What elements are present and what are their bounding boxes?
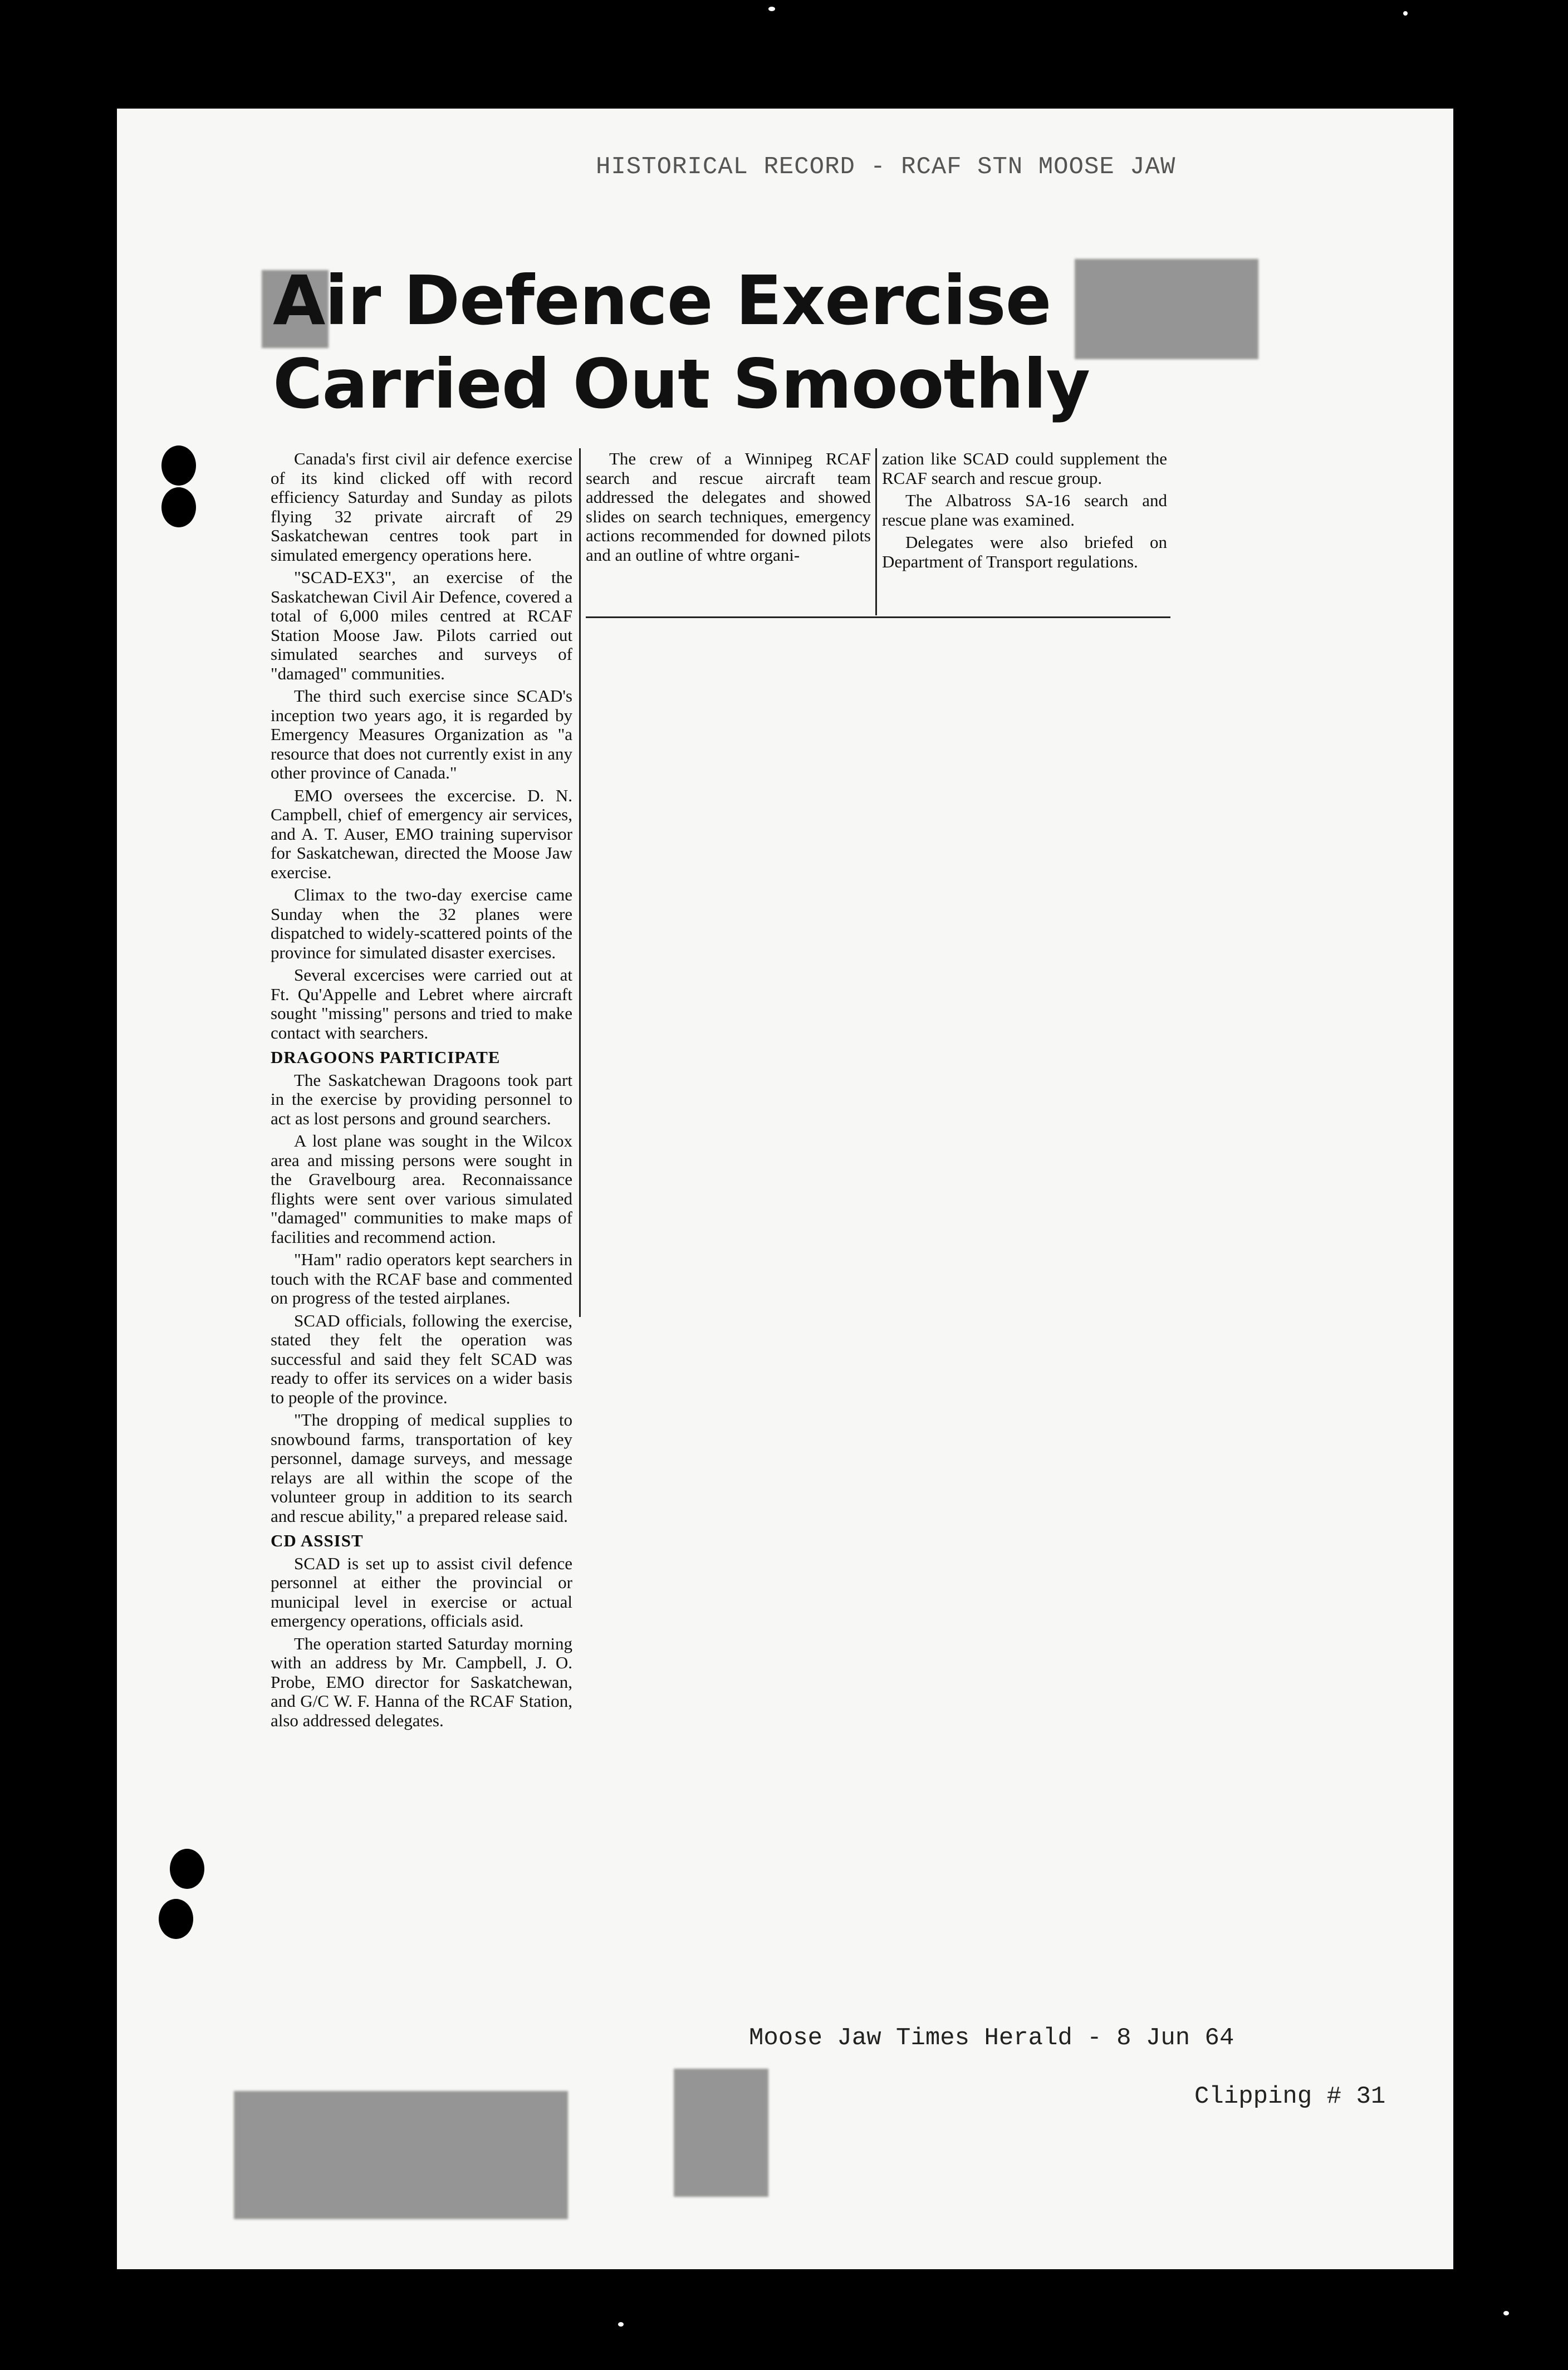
paragraph: Climax to the two-day exercise came Sunday when the 32 planes were dispatched to widely-scattered points of the province for simulated disaster exercises. xyxy=(271,885,572,962)
tape-residue xyxy=(674,2069,768,2197)
paragraph: zation like SCAD could supplement the RCAF search and rescue group. xyxy=(882,449,1167,488)
article-column-3 xyxy=(882,449,1167,575)
binder-hole xyxy=(161,487,196,527)
paragraph: Canada's first civil air defence exercise of its kind clicked off with record efficiency Saturday and Sunday as pilots flying 32 private aircraft of 29 Saskatchewan centres took part in simulated emergency operations here. xyxy=(271,449,572,565)
paragraph: The crew of a Winnipeg RCAF search and rescue aircraft team addressed the delegates and showed slides on search techniques, emergency actions recommended for downed pilots and an outline of whtre organi- xyxy=(586,449,871,565)
clipping-number: Clipping # 31 xyxy=(1194,2083,1386,2111)
headline-line-2: Carried Out Smoothly xyxy=(273,345,1090,424)
subheading-cd-assist: CD ASSIST xyxy=(271,1531,364,1550)
headline xyxy=(273,259,1275,426)
column-rule xyxy=(875,448,877,615)
historical-record-stamp: HISTORICAL RECORD - RCAF STN MOOSE JAW xyxy=(596,153,1176,181)
paragraph: The Saskatchewan Dragoons took part in the exercise by providing personnel to act as lost persons and ground searchers. xyxy=(271,1070,572,1128)
binder-hole xyxy=(159,1899,193,1939)
paragraph: The operation started Saturday morning with an address by Mr. Campbell, J. O. Probe, EMO director for Saskatchewan, and G/C W. F. Hanna of the RCAF Station, also addressed delegates. xyxy=(271,1633,572,1730)
dust-speck xyxy=(1403,11,1408,16)
column-rule xyxy=(579,448,581,1317)
tape-residue xyxy=(234,2091,568,2219)
binder-hole xyxy=(170,1849,204,1889)
paragraph: "The dropping of medical supplies to snowbound farms, transportation of key personnel, damage surveys, and message relays are all within the scope of the volunteer group in addition to its search and rescue ability," a prepared release said. xyxy=(271,1410,572,1526)
paragraph: A lost plane was sought in the Wilcox area and missing persons were sought in the Gravelbourg area. Reconnaissance flights were sent over various simulated "damaged" communities to make maps of facilities and recommend action. xyxy=(271,1131,572,1247)
binder-hole xyxy=(161,445,196,486)
article-column-2 xyxy=(586,449,871,568)
paragraph: "Ham" radio operators kept searchers in touch with the RCAF base and commented on progress of the tested airplanes. xyxy=(271,1250,572,1308)
dust-speck xyxy=(618,2322,624,2327)
paragraph: EMO oversees the excercise. D. N. Campbell, chief of emergency air services, and A. T. Auser, EMO training supervisor for Saskatchewan, directed the Moose Jaw exercise. xyxy=(271,785,572,882)
document-page xyxy=(117,109,1453,2269)
paragraph: Several excercises were carried out at Ft. Qu'Appelle and Lebret where aircraft sought "missing" persons and tried to make contact with searchers. xyxy=(271,965,572,1042)
headline-line-1: Air Defence Exercise xyxy=(273,261,1051,340)
dust-speck xyxy=(768,7,775,11)
paragraph: SCAD officials, following the exercise, stated they felt the operation was successful and said they felt SCAD was ready to offer its services on a wider basis to people of the province. xyxy=(271,1310,572,1407)
column-end-rule xyxy=(586,616,1170,618)
article-column-1 xyxy=(271,449,572,1734)
source-attribution: Moose Jaw Times Herald - 8 Jun 64 xyxy=(749,2024,1234,2052)
paragraph: "SCAD-EX3", an exercise of the Saskatchewan Civil Air Defence, covered a total of 6,000 miles centred at RCAF Station Moose Jaw. Pilots carried out simulated searches and surveys of "damaged" communities. xyxy=(271,567,572,683)
subheading-dragoons: DRAGOONS PARTICIPATE xyxy=(271,1047,501,1067)
paragraph: SCAD is set up to assist civil defence personnel at either the provincial or municipal level in exercise or actual emergency operations, officials asid. xyxy=(271,1553,572,1630)
dust-speck xyxy=(1503,2311,1509,2315)
paragraph: The third such exercise since SCAD's inception two years ago, it is regarded by Emergency Measures Organization as "a resource that does not currently exist in any other province of Canada." xyxy=(271,686,572,782)
paragraph: The Albatross SA-16 search and rescue plane was examined. xyxy=(882,491,1167,530)
paragraph: Delegates were also briefed on Department of Transport regulations. xyxy=(882,532,1167,571)
